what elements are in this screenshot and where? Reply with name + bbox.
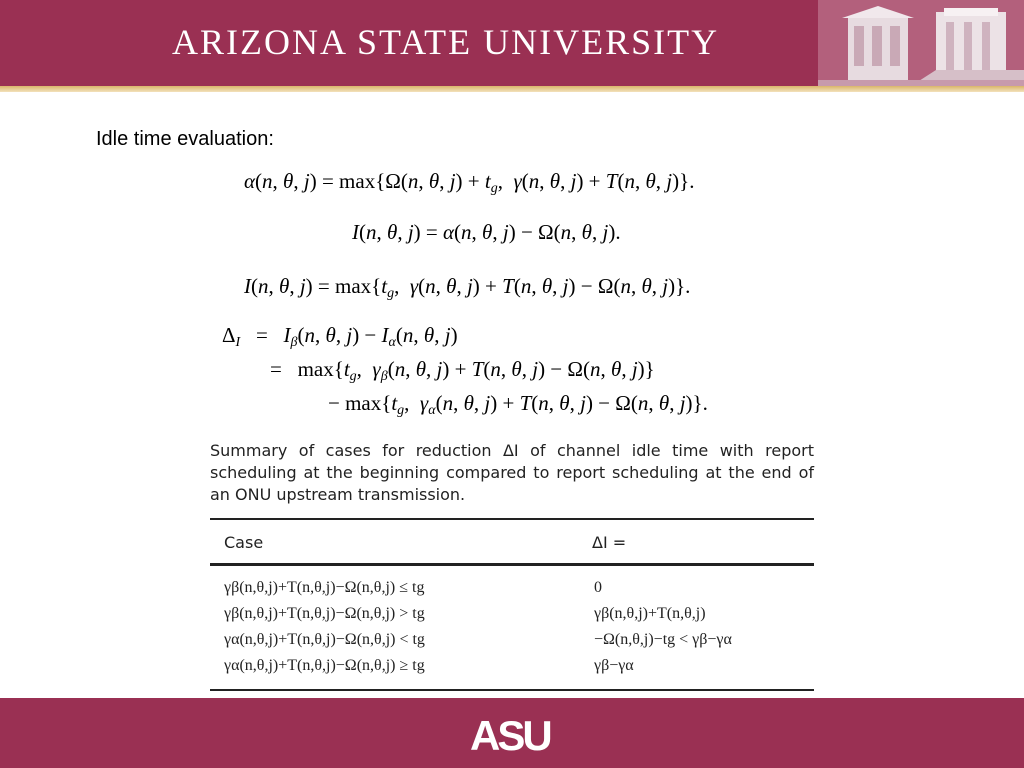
table-bottom-rule — [210, 689, 814, 691]
column-header-delta: ΔI = — [592, 533, 627, 552]
table-header-rule — [210, 563, 814, 566]
slide-heading: Idle time evaluation: — [96, 128, 274, 150]
table-row-delta: 0 — [594, 579, 602, 596]
equation-delta-line2: = $\max\{t_g$, $\gamma_\beta(n$, θ, j) + T(n, θ, j) − Ω(n, θ, j)} — [270, 357, 655, 384]
equation-delta-line1: $\Delta_I = I_\beta(n$, θ, $j) - I_\alpha(n$, θ, j) — [222, 323, 458, 350]
table-row-delta: γβ−γα — [594, 657, 634, 674]
equation-delta-line3: − $\max\{t_g$, $\gamma_\alpha(n$, θ, j) + T(n, θ, j) − Ω(n, θ, j)}. — [328, 391, 708, 418]
table-top-rule — [210, 518, 814, 520]
equation-alpha: α(n, θ, j) = max{Ω(n, θ, $j) + t_g$, γ(n, θ, j) + T(n, θ, j)}. — [244, 169, 695, 196]
table-row-delta: −Ω(n,θ,j)−tg < γβ−γα — [594, 631, 732, 648]
gold-divider — [0, 86, 1024, 92]
asu-logo: ASU — [470, 712, 550, 759]
table-row-case: γβ(n,θ,j)+T(n,θ,j)−Ω(n,θ,j) > tg — [224, 605, 425, 622]
header-band — [0, 0, 1024, 88]
table-row-case: γα(n,θ,j)+T(n,θ,j)−Ω(n,θ,j) ≥ tg — [224, 657, 425, 674]
table-row-case: γα(n,θ,j)+T(n,θ,j)−Ω(n,θ,j) < tg — [224, 631, 425, 648]
campus-building-photo — [818, 0, 1024, 88]
column-header-case: Case — [224, 533, 264, 552]
university-title: ARIZONA STATE UNIVERSITY — [172, 22, 720, 62]
table-row-delta: γβ(n,θ,j)+T(n,θ,j) — [594, 605, 706, 622]
table-caption: Summary of cases for reduction ΔI of channel idle time with report scheduling at the beginning compared to report scheduling at the end of an ONU upstream transmission. — [210, 441, 814, 504]
equation-idle: I(n, θ, j) = α(n, θ, j) − Ω(n, θ, j). — [352, 220, 621, 244]
table-row-case: γβ(n,θ,j)+T(n,θ,j)−Ω(n,θ,j) ≤ tg — [224, 579, 425, 596]
equation-idle-max: I(n, θ, $j) = \max\{t_g$, γ(n, θ, j) + T(n, θ, j) − Ω(n, θ, j)}. — [244, 274, 691, 301]
